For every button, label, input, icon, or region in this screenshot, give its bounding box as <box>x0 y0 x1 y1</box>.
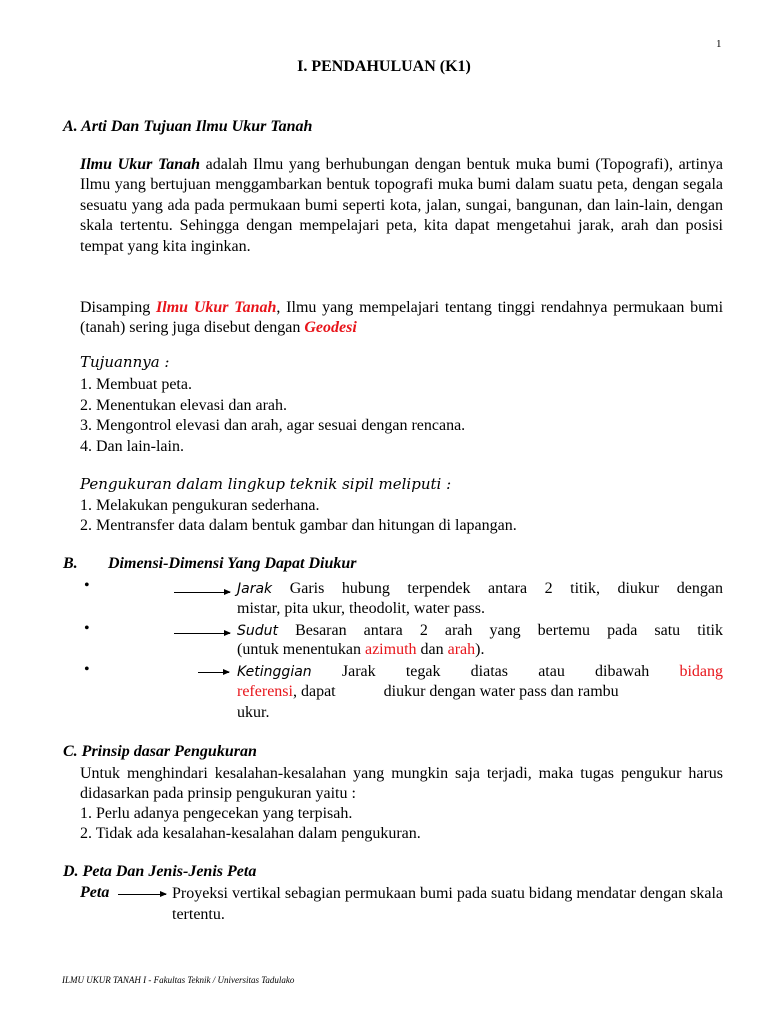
bullet: • <box>84 620 90 637</box>
term-azimuth: azimuth <box>364 641 417 658</box>
pengukuran-item: 2. Mentransfer data dalam bentuk gambar dan hitungan di lapangan. <box>80 517 517 534</box>
term-geodesi: Geodesi <box>304 319 357 337</box>
tujuan-label: Tujuannya : <box>80 353 170 371</box>
jarak-line-1: Jarak Garis hubung terpendek antara 2 titik, diukur dengan <box>237 580 723 597</box>
section-a-paragraph-2: Disamping Ilmu Ukur Tanah, Ilmu yang mempelajari tentang tinggi rendahnya permukaan bumi (tanah) sering juga disebut dengan Geodesi <box>80 299 724 337</box>
arrow-right-icon <box>118 894 166 895</box>
term-referensi: referensi <box>237 683 293 700</box>
page-number: 1 <box>716 38 722 50</box>
prinsip-item: 2. Tidak ada kesalahan-kesalahan dalam pengukuran. <box>80 825 421 842</box>
section-b-heading: Dimensi-Dimensi Yang Dapat Diukur <box>108 555 357 572</box>
arrow-right-icon <box>174 633 230 634</box>
page-footer: ILMU UKUR TANAH I - Fakultas Teknik / Universitas Tadulako <box>62 975 295 985</box>
section-c-heading: C. Prinsip dasar Pengukuran <box>63 743 257 760</box>
section-a-paragraph-1: Ilmu Ukur Tanah adalah Ilmu yang berhubungan dengan bentuk muka bumi (Topografi), artinya Ilmu yang bertujuan menggambarkan bentuk topografi muka bumi dalam suatu peta, dengan segala sesuatu yang ada pada permukaan bumi seperti kota, jalan, sungai, bangunan, dan lain-lain, dengan skala tertentu. Sehingga dengan mempelajari peta, kita dapat mengetahui jarak, arah dan posisi tempat yang kita inginkan. <box>80 156 723 255</box>
term-sudut: Sudut <box>237 623 279 639</box>
term-arah: arah <box>447 641 476 658</box>
ketinggian-line-3: ukur. <box>237 704 270 721</box>
section-a-heading: A. Arti Dan Tujuan Ilmu Ukur Tanah <box>63 118 313 135</box>
ketinggian-line-2: referensi, dapat diukur dengan water pass dan rambu <box>237 683 619 700</box>
tujuan-item: 3. Mengontrol elevasi dan arah, agar sesuai dengan rencana. <box>80 417 466 434</box>
tujuan-item: 2. Menentukan elevasi dan arah. <box>80 397 288 414</box>
term-bidang: bidang <box>679 663 723 680</box>
peta-definition: Proyeksi vertikal sebagian permukaan bumi pada suatu bidang mendatar dengan skala tertentu. <box>172 885 723 923</box>
arrow-right-icon <box>174 592 230 593</box>
pengukuran-item: 1. Melakukan pengukuran sederhana. <box>80 497 320 514</box>
term-ilmu-ukur-tanah-red: Ilmu Ukur Tanah <box>156 299 277 316</box>
section-b-letter: B. <box>63 555 78 572</box>
tujuan-item: 4. Dan lain-lain. <box>80 438 184 455</box>
sudut-line-2: (untuk menentukan azimuth dan arah). <box>237 641 485 658</box>
jarak-line-2: mistar, pita ukur, theodolit, water pass. <box>237 600 485 617</box>
pengukuran-label: Pengukuran dalam lingkup teknik sipil meliputi : <box>80 475 452 493</box>
tujuan-item: 1. Membuat peta. <box>80 376 192 393</box>
sudut-line-1: Sudut Besaran antara 2 arah yang bertemu pada satu titik <box>237 622 723 639</box>
bullet: • <box>84 661 90 678</box>
document-title: I. PENDAHULUAN (K1) <box>297 58 471 75</box>
prinsip-item: 1. Perlu adanya pengecekan yang terpisah. <box>80 805 353 822</box>
section-d-heading: D. Peta Dan Jenis-Jenis Peta <box>63 863 257 880</box>
section-c-paragraph: Untuk menghindari kesalahan-kesalahan yang mungkin saja terjadi, maka tugas pengukur harus didasarkan pada prinsip pengukuran yaitu : <box>80 765 723 803</box>
arrow-right-icon <box>198 672 229 673</box>
term-ilmu-ukur-tanah: Ilmu Ukur Tanah <box>80 156 201 173</box>
term-ketinggian: Ketinggian <box>237 664 312 680</box>
ketinggian-line-1: Ketinggian Jarak tegak diatas atau dibawah bidang <box>237 663 723 680</box>
term-peta: Peta <box>80 884 110 901</box>
bullet: • <box>84 577 90 594</box>
term-jarak: Jarak <box>237 581 273 597</box>
